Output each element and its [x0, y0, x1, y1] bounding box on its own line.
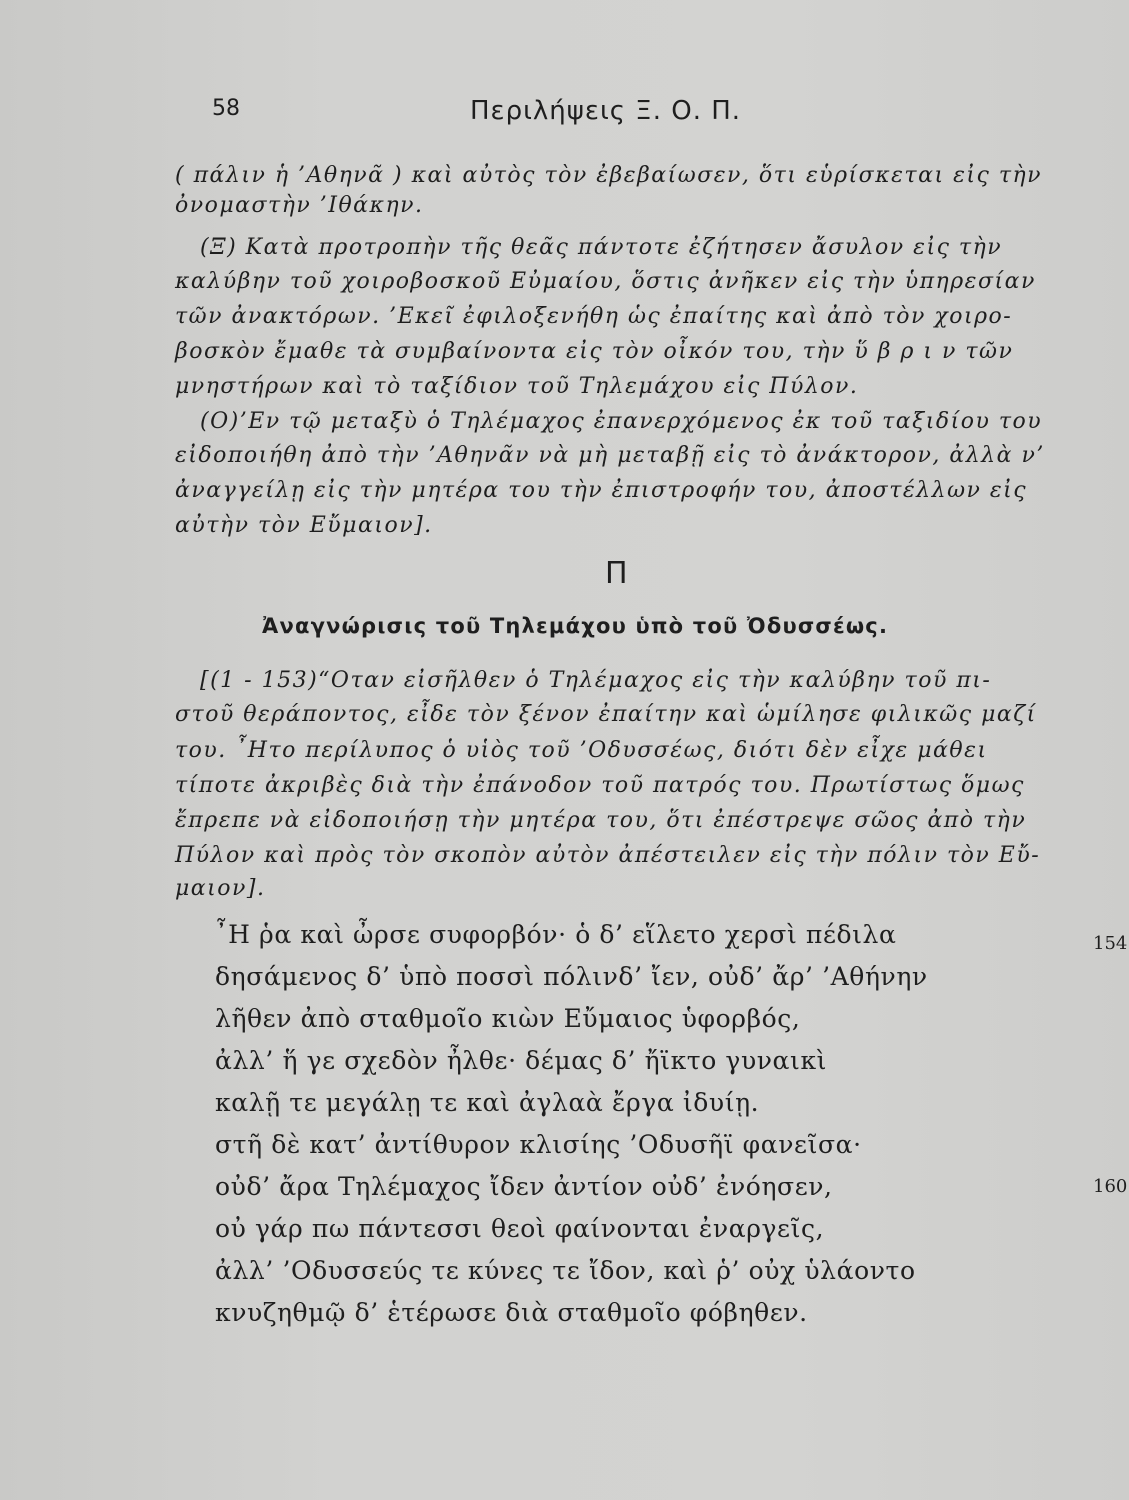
line-number: 154: [1093, 933, 1128, 954]
verse-line: οὐδ’ ἄρα Τηλέμαχος ἴδεν ἀντίον οὐδ’ ἐνόησεν,: [215, 1172, 833, 1201]
summary-line: καλύβην τοῦ χοιροβοσκοῦ Εὐμαίου, ὅστις ἀνῆκεν εἰς τὴν ὑπηρεσίαν: [175, 269, 1036, 294]
page-number: 58: [212, 96, 240, 121]
page-header: [0, 96, 1129, 136]
verse-line: λῆθεν ἀπὸ σταθμοῖο κιὼν Εὔμαιος ὑφορβός,: [215, 1004, 801, 1033]
summary-line: αὐτὴν τὸν Εὔμαιον].: [175, 513, 433, 538]
summary-line: ἀναγγείλῃ εἰς τὴν μητέρα του τὴν ἐπιστροφήν του, ἀποστέλλων εἰς: [175, 478, 1028, 503]
summary-line: ὀνομαστὴν ’Ιθάκην.: [175, 193, 424, 218]
summary-line: [(1 - 153)“Οταν εἰσῆλθεν ὁ Τηλέμαχος εἰς τὴν καλύβην τοῦ πι-: [200, 668, 992, 693]
summary-line: (Ο)’Εν τῷ μεταξὺ ὁ Τηλέμαχος ἐπανερχόμενος ἐκ τοῦ ταξιδίου του: [200, 409, 1043, 434]
verse-line: στῆ δὲ κατ’ ἀντίθυρον κλισίης ’Οδυσῆϊ φανεῖσα·: [215, 1130, 862, 1159]
verse-line: οὐ γάρ πω πάντεσσι θεοὶ φαίνονται ἐναργεῖς,: [215, 1214, 825, 1243]
summary-line: (Ξ) Κατὰ προτροπὴν τῆς θεᾶς πάντοτε ἐζήτησεν ἄσυλον εἰς τὴν: [200, 235, 1003, 260]
summary-line: Πύλον καὶ πρὸς τὸν σκοπὸν αὐτὸν ἀπέστειλεν εἰς τὴν πόλιν τὸν Εὔ-: [175, 843, 1041, 868]
verse-line: ἀλλ’ ’Οδυσσεύς τε κύνες τε ἴδον, καὶ ῥ’ οὐχ ὑλάοντο: [215, 1256, 916, 1285]
summary-line: ( πάλιν ἡ ’Αθηνᾶ ) καὶ αὐτὸς τὸν ἐβεβαίωσεν, ὅτι εὑρίσκεται εἰς τὴν: [175, 163, 1043, 188]
summary-line: μνηστήρων καὶ τὸ ταξίδιον τοῦ Τηλεμάχου εἰς Πύλον.: [175, 374, 859, 399]
summary-line: εἰδοποιήθη ἀπὸ τὴν ’Αθηνᾶν νὰ μὴ μεταβῇ εἰς τὸ ἀνάκτορον, ἀλλὰ ν’: [175, 443, 1045, 468]
summary-line: στοῦ θεράποντος, εἶδε τὸν ξένον ἐπαίτην καὶ ὡμίλησε φιλικῶς μαζί: [175, 702, 1037, 727]
summary-line: μαιον].: [175, 876, 266, 901]
summary-line: του. ῏Ητο περίλυπος ὁ υἱὸς τοῦ ’Οδυσσέως, διότι δὲν εἶχε μάθει: [175, 738, 988, 763]
line-number: 160: [1093, 1176, 1128, 1197]
verse-line: ἀλλ’ ἥ γε σχεδὸν ἦλθε· δέμας δ’ ἤϊκτο γυναικὶ: [215, 1046, 828, 1075]
section-heading: Ἀναγνώρισις τοῦ Τηλεμάχου ὑπὸ τοῦ Ὀδυσσέως.: [262, 614, 889, 638]
summary-line: τῶν ἀνακτόρων. ’Εκεῖ ἐφιλοξενήθη ὡς ἐπαίτης καὶ ἀπὸ τὸν χοιρο-: [175, 304, 1013, 329]
summary-line: τίποτε ἀκριβὲς διὰ τὴν ἐπάνοδον τοῦ πατρός του. Πρωτίστως ὅμως: [175, 773, 1025, 798]
summary-line: βοσκὸν ἔμαθε τὰ συμβαίνοντα εἰς τὸν οἶκόν του, τὴν ὕ β ρ ι ν τῶν: [175, 339, 1014, 364]
verse-line: δησάμενος δ’ ὑπὸ ποσσὶ πόλινδ’ ἴεν, οὐδ’ ἄρ’ ’Αθήνην: [215, 962, 928, 991]
section-letter: Π: [605, 556, 628, 591]
verse-line: κνυζηθμῷ δ’ ἑτέρωσε διὰ σταθμοῖο φόβηθεν.: [215, 1298, 808, 1327]
verse-line: καλῇ τε μεγάλῃ τε καὶ ἀγλαὰ ἔργα ἰδυίῃ.: [215, 1088, 760, 1117]
verse-line: ῏Η ῥα καὶ ὦρσε συφορβόν· ὁ δ’ εἵλετο χερσὶ πέδιλα: [215, 920, 897, 949]
summary-line: ἔπρεπε νὰ εἰδοποιήσῃ τὴν μητέρα του, ὅτι ἐπέστρεψε σῶος ἀπὸ τὴν: [175, 808, 1027, 833]
running-title: Περιλήψεις Ξ. Ο. Π.: [470, 96, 742, 126]
